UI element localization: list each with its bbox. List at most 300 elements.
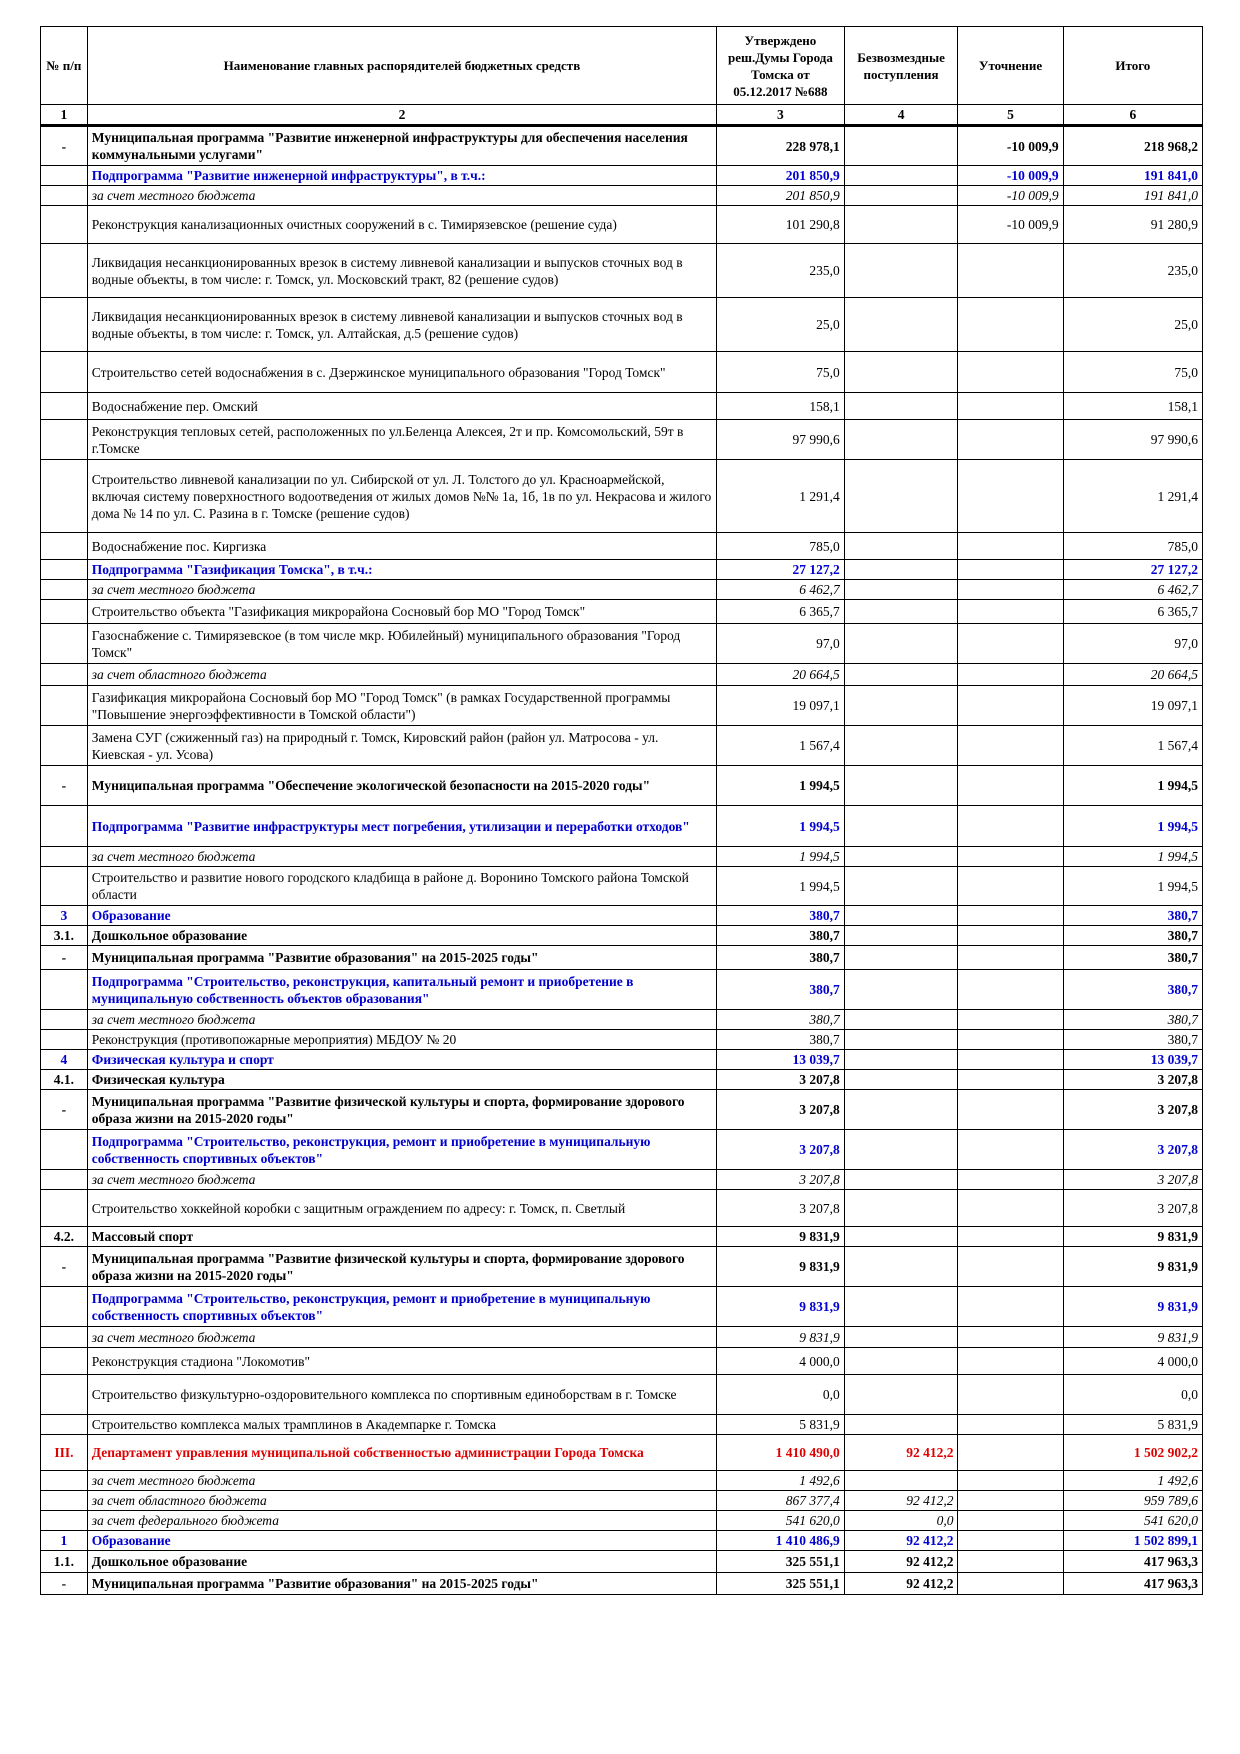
row-refine <box>958 1471 1063 1491</box>
row-refine <box>958 1551 1063 1573</box>
row-name: Реконструкция тепловых сетей, расположенных по ул.Беленца Алексея, 2т и пр. Комсомольский, 59т в г.Томске <box>87 420 716 460</box>
row-total: 417 963,3 <box>1063 1573 1202 1595</box>
row-approved: 380,7 <box>717 1030 845 1050</box>
table-row <box>41 1170 1203 1190</box>
header-name: Наименование главных распорядителей бюджетных средств <box>87 27 716 105</box>
row-total: 785,0 <box>1063 533 1202 560</box>
row-approved: 380,7 <box>717 1010 845 1030</box>
table-row <box>41 1531 1203 1551</box>
row-grants <box>844 1287 958 1327</box>
row-total: 959 789,6 <box>1063 1491 1202 1511</box>
row-approved: 3 207,8 <box>717 1130 845 1170</box>
row-grants <box>844 1327 958 1348</box>
row-refine <box>958 946 1063 970</box>
row-refine <box>958 600 1063 624</box>
column-number: 2 <box>87 105 716 126</box>
row-refine <box>958 1090 1063 1130</box>
row-number <box>41 460 88 533</box>
row-refine <box>958 1030 1063 1050</box>
row-approved: 101 290,8 <box>717 206 845 244</box>
row-grants <box>844 867 958 906</box>
row-refine <box>958 1573 1063 1595</box>
row-grants: 92 412,2 <box>844 1551 958 1573</box>
row-grants <box>844 926 958 946</box>
row-number <box>41 1415 88 1435</box>
row-name: за счет местного бюджета <box>87 1170 716 1190</box>
row-name: Строительство сетей водоснабжения в с. Дзержинское муниципального образования "Город Томск" <box>87 352 716 393</box>
column-number: 5 <box>958 105 1063 126</box>
row-number <box>41 244 88 298</box>
row-grants <box>844 460 958 533</box>
table-row <box>41 1190 1203 1227</box>
row-grants <box>844 533 958 560</box>
row-refine <box>958 1130 1063 1170</box>
column-number: 3 <box>717 105 845 126</box>
row-name: Подпрограмма "Газификация Томска", в т.ч.: <box>87 560 716 580</box>
row-grants <box>844 298 958 352</box>
column-number: 4 <box>844 105 958 126</box>
row-name: Подпрограмма "Строительство, реконструкция, ремонт и приобретение в муниципальную собственность спортивных объектов" <box>87 1130 716 1170</box>
row-grants <box>844 352 958 393</box>
row-approved: 3 207,8 <box>717 1070 845 1090</box>
row-grants <box>844 726 958 766</box>
row-refine <box>958 847 1063 867</box>
row-total: 3 207,8 <box>1063 1190 1202 1227</box>
row-grants <box>844 126 958 166</box>
row-total: 4 000,0 <box>1063 1348 1202 1375</box>
row-refine <box>958 533 1063 560</box>
row-total: 9 831,9 <box>1063 1247 1202 1287</box>
row-approved: 380,7 <box>717 946 845 970</box>
row-name: за счет местного бюджета <box>87 580 716 600</box>
row-name: Муниципальная программа "Обеспечение экологической безопасности на 2015-2020 годы" <box>87 766 716 806</box>
row-approved: 1 994,5 <box>717 847 845 867</box>
budget-table <box>40 26 1203 1595</box>
table-row <box>41 906 1203 926</box>
row-approved: 867 377,4 <box>717 1491 845 1511</box>
row-number <box>41 867 88 906</box>
row-refine <box>958 624 1063 664</box>
row-total: 9 831,9 <box>1063 1227 1202 1247</box>
row-name: Реконструкция канализационных очистных сооружений в с. Тимирязевское (решение суда) <box>87 206 716 244</box>
row-total: 0,0 <box>1063 1375 1202 1415</box>
row-refine <box>958 664 1063 686</box>
row-name: Подпрограмма "Развитие инфраструктуры мест погребения, утилизации и переработки отходов" <box>87 806 716 847</box>
table-row <box>41 420 1203 460</box>
row-approved: 201 850,9 <box>717 186 845 206</box>
table-row <box>41 1511 1203 1531</box>
row-refine <box>958 298 1063 352</box>
row-approved: 9 831,9 <box>717 1287 845 1327</box>
row-name: за счет местного бюджета <box>87 186 716 206</box>
row-number <box>41 1471 88 1491</box>
row-refine <box>958 1070 1063 1090</box>
row-number <box>41 206 88 244</box>
row-grants <box>844 206 958 244</box>
row-total: 1 994,5 <box>1063 766 1202 806</box>
row-number <box>41 1327 88 1348</box>
row-total: 3 207,8 <box>1063 1070 1202 1090</box>
row-name: Реконструкция (противопожарные мероприятия) МБДОУ № 20 <box>87 1030 716 1050</box>
row-approved: 1 994,5 <box>717 867 845 906</box>
row-refine <box>958 766 1063 806</box>
row-number: 1.1. <box>41 1551 88 1573</box>
row-total: 3 207,8 <box>1063 1130 1202 1170</box>
row-approved: 3 207,8 <box>717 1170 845 1190</box>
table-row <box>41 533 1203 560</box>
table-row <box>41 847 1203 867</box>
row-name: Муниципальная программа "Развитие образования" на 2015-2025 годы" <box>87 946 716 970</box>
row-number: 1 <box>41 1531 88 1551</box>
row-refine: -10 009,9 <box>958 166 1063 186</box>
row-refine <box>958 867 1063 906</box>
row-name: за счет федерального бюджета <box>87 1511 716 1531</box>
row-grants <box>844 624 958 664</box>
row-grants: 0,0 <box>844 1511 958 1531</box>
row-name: Строительство комплекса малых трамплинов в Академпарке г. Томска <box>87 1415 716 1435</box>
row-approved: 158,1 <box>717 393 845 420</box>
row-grants <box>844 1375 958 1415</box>
row-name: Подпрограмма "Строительство, реконструкция, капитальный ремонт и приобретение в муниципальную собственность объектов образования" <box>87 970 716 1010</box>
row-refine <box>958 393 1063 420</box>
row-approved: 9 831,9 <box>717 1327 845 1348</box>
row-approved: 4 000,0 <box>717 1348 845 1375</box>
row-number: - <box>41 1247 88 1287</box>
row-total: 1 994,5 <box>1063 867 1202 906</box>
row-number: 4 <box>41 1050 88 1070</box>
table-row <box>41 806 1203 847</box>
row-refine <box>958 1010 1063 1030</box>
row-number <box>41 1030 88 1050</box>
row-number <box>41 664 88 686</box>
column-number: 1 <box>41 105 88 126</box>
row-total: 235,0 <box>1063 244 1202 298</box>
row-grants <box>844 560 958 580</box>
header-approved: Утверждено реш.Думы Города Томска от 05.12.2017 №688 <box>717 27 845 105</box>
row-approved: 19 097,1 <box>717 686 845 726</box>
row-grants <box>844 664 958 686</box>
row-approved: 1 567,4 <box>717 726 845 766</box>
row-name: Дошкольное образование <box>87 926 716 946</box>
row-total: 1 291,4 <box>1063 460 1202 533</box>
row-total: 417 963,3 <box>1063 1551 1202 1573</box>
row-name: Газоснабжение с. Тимирязевское (в том числе мкр. Юбилейный) муниципального образования "Город Томск" <box>87 624 716 664</box>
row-refine <box>958 926 1063 946</box>
row-name: Физическая культура и спорт <box>87 1050 716 1070</box>
row-approved: 228 978,1 <box>717 126 845 166</box>
row-approved: 9 831,9 <box>717 1247 845 1287</box>
row-total: 5 831,9 <box>1063 1415 1202 1435</box>
row-name: Муниципальная программа "Развитие физической культуры и спорта, формирование здорового образа жизни на 2015-2020 годы" <box>87 1090 716 1130</box>
table-row <box>41 686 1203 726</box>
row-name: Строительство физкультурно-оздоровительного комплекса по спортивным единоборствам в г. Томске <box>87 1375 716 1415</box>
row-number <box>41 1348 88 1375</box>
row-approved: 1 994,5 <box>717 806 845 847</box>
row-name: Реконструкция стадиона "Локомотив" <box>87 1348 716 1375</box>
row-refine <box>958 460 1063 533</box>
row-total: 1 502 902,2 <box>1063 1435 1202 1471</box>
row-number: III. <box>41 1435 88 1471</box>
row-name: за счет местного бюджета <box>87 847 716 867</box>
row-total: 27 127,2 <box>1063 560 1202 580</box>
row-grants <box>844 1190 958 1227</box>
row-refine <box>958 1050 1063 1070</box>
table-row <box>41 1050 1203 1070</box>
row-refine <box>958 1247 1063 1287</box>
row-total: 1 994,5 <box>1063 806 1202 847</box>
row-grants <box>844 766 958 806</box>
row-number <box>41 970 88 1010</box>
table-row <box>41 1415 1203 1435</box>
row-total: 25,0 <box>1063 298 1202 352</box>
row-grants <box>844 946 958 970</box>
row-total: 6 365,7 <box>1063 600 1202 624</box>
row-name: Муниципальная программа "Развитие образования" на 2015-2025 годы" <box>87 1573 716 1595</box>
row-name: Образование <box>87 1531 716 1551</box>
row-approved: 13 039,7 <box>717 1050 845 1070</box>
row-grants <box>844 847 958 867</box>
row-number <box>41 1375 88 1415</box>
row-approved: 325 551,1 <box>717 1573 845 1595</box>
table-row <box>41 1090 1203 1130</box>
row-approved: 1 410 486,9 <box>717 1531 845 1551</box>
table-row <box>41 1327 1203 1348</box>
row-number: 4.2. <box>41 1227 88 1247</box>
header-refine: Уточнение <box>958 27 1063 105</box>
row-number: - <box>41 126 88 166</box>
row-grants <box>844 393 958 420</box>
row-refine: -10 009,9 <box>958 206 1063 244</box>
row-approved: 20 664,5 <box>717 664 845 686</box>
table-row <box>41 1471 1203 1491</box>
row-approved: 75,0 <box>717 352 845 393</box>
row-approved: 1 410 490,0 <box>717 1435 845 1471</box>
row-grants: 92 412,2 <box>844 1573 958 1595</box>
table-row <box>41 1573 1203 1595</box>
row-name: за счет областного бюджета <box>87 664 716 686</box>
row-grants: 92 412,2 <box>844 1531 958 1551</box>
row-total: 1 567,4 <box>1063 726 1202 766</box>
row-name: Образование <box>87 906 716 926</box>
row-refine: -10 009,9 <box>958 126 1063 166</box>
row-number <box>41 560 88 580</box>
row-grants <box>844 1170 958 1190</box>
row-grants <box>844 686 958 726</box>
row-total: 97 990,6 <box>1063 420 1202 460</box>
row-grants: 92 412,2 <box>844 1435 958 1471</box>
row-approved: 27 127,2 <box>717 560 845 580</box>
row-name: Муниципальная программа "Развитие физической культуры и спорта, формирование здорового образа жизни на 2015-2020 годы" <box>87 1247 716 1287</box>
row-refine <box>958 352 1063 393</box>
row-approved: 1 994,5 <box>717 766 845 806</box>
row-refine: -10 009,9 <box>958 186 1063 206</box>
row-total: 20 664,5 <box>1063 664 1202 686</box>
row-grants <box>844 1010 958 1030</box>
row-number <box>41 1287 88 1327</box>
row-total: 3 207,8 <box>1063 1090 1202 1130</box>
row-name: Ликвидация несанкционированных врезок в систему ливневой канализации и выпусков сточных вод в водные объекты, в том числе: г. Томск, ул. Алтайская, д.5 (решение судов) <box>87 298 716 352</box>
row-approved: 25,0 <box>717 298 845 352</box>
row-total: 3 207,8 <box>1063 1170 1202 1190</box>
row-grants <box>844 1247 958 1287</box>
row-approved: 9 831,9 <box>717 1227 845 1247</box>
row-approved: 325 551,1 <box>717 1551 845 1573</box>
table-row <box>41 1348 1203 1375</box>
row-grants <box>844 600 958 624</box>
header-num: № п/п <box>41 27 88 105</box>
row-number: - <box>41 946 88 970</box>
row-total: 91 280,9 <box>1063 206 1202 244</box>
table-row <box>41 1435 1203 1471</box>
table-row <box>41 726 1203 766</box>
row-name: Строительство объекта "Газификация микрорайона Сосновый бор МО "Город Томск" <box>87 600 716 624</box>
table-row <box>41 664 1203 686</box>
row-grants <box>844 1348 958 1375</box>
table-row <box>41 1130 1203 1170</box>
row-total: 19 097,1 <box>1063 686 1202 726</box>
row-name: Строительство и развитие нового городского кладбища в районе д. Воронино Томского района Томской области <box>87 867 716 906</box>
row-approved: 380,7 <box>717 970 845 1010</box>
table-row <box>41 166 1203 186</box>
row-name: за счет местного бюджета <box>87 1327 716 1348</box>
row-approved: 235,0 <box>717 244 845 298</box>
table-row <box>41 624 1203 664</box>
row-number: - <box>41 1573 88 1595</box>
row-number <box>41 1010 88 1030</box>
row-name: Замена СУГ (сжиженный газ) на природный г. Томск, Кировский район (район ул. Матросова - ул. Киевская - ул. Усова) <box>87 726 716 766</box>
row-refine <box>958 580 1063 600</box>
row-number <box>41 1491 88 1511</box>
row-refine <box>958 1415 1063 1435</box>
row-total: 191 841,0 <box>1063 166 1202 186</box>
row-approved: 1 291,4 <box>717 460 845 533</box>
row-number <box>41 186 88 206</box>
row-name: за счет местного бюджета <box>87 1010 716 1030</box>
row-name: Физическая культура <box>87 1070 716 1090</box>
row-refine <box>958 1190 1063 1227</box>
table-row <box>41 298 1203 352</box>
row-name: Муниципальная программа "Развитие инженерной инфраструктуры для обеспечения населения коммунальными услугами" <box>87 126 716 166</box>
row-refine <box>958 726 1063 766</box>
row-total: 75,0 <box>1063 352 1202 393</box>
table-row <box>41 946 1203 970</box>
row-grants <box>844 806 958 847</box>
row-total: 218 968,2 <box>1063 126 1202 166</box>
row-number <box>41 847 88 867</box>
table-row <box>41 244 1203 298</box>
row-total: 1 994,5 <box>1063 847 1202 867</box>
table-row <box>41 352 1203 393</box>
row-approved: 97 990,6 <box>717 420 845 460</box>
table-row <box>41 1551 1203 1573</box>
row-refine <box>958 1491 1063 1511</box>
table-row <box>41 206 1203 244</box>
row-refine <box>958 1170 1063 1190</box>
row-grants <box>844 580 958 600</box>
row-refine <box>958 244 1063 298</box>
table-row <box>41 1227 1203 1247</box>
row-approved: 5 831,9 <box>717 1415 845 1435</box>
row-number <box>41 352 88 393</box>
row-total: 380,7 <box>1063 1010 1202 1030</box>
row-grants <box>844 906 958 926</box>
row-total: 9 831,9 <box>1063 1287 1202 1327</box>
row-refine <box>958 420 1063 460</box>
table-row <box>41 1070 1203 1090</box>
row-approved: 1 492,6 <box>717 1471 845 1491</box>
row-grants <box>844 1050 958 1070</box>
row-name: за счет областного бюджета <box>87 1491 716 1511</box>
row-number <box>41 298 88 352</box>
row-approved: 201 850,9 <box>717 166 845 186</box>
row-total: 1 502 899,1 <box>1063 1531 1202 1551</box>
row-name: Строительство хоккейной коробки с защитным ограждением по адресу: г. Томск, п. Светлый <box>87 1190 716 1227</box>
column-number: 6 <box>1063 105 1202 126</box>
row-grants <box>844 244 958 298</box>
column-numbers-row <box>41 105 1203 126</box>
row-name: Строительство ливневой канализации по ул. Сибирской от ул. Л. Толстого до ул. Красноармейской, включая систему поверхностного водоотведения от жилых домов №№ 1а, 1б, 1в по ул. Некрасова и жилого дома № 14 по ул. С. Разина в г. Томске (решение судов) <box>87 460 716 533</box>
table-row <box>41 970 1203 1010</box>
row-grants <box>844 1415 958 1435</box>
row-total: 541 620,0 <box>1063 1511 1202 1531</box>
row-approved: 380,7 <box>717 906 845 926</box>
row-approved: 785,0 <box>717 533 845 560</box>
table-row <box>41 1375 1203 1415</box>
row-number <box>41 686 88 726</box>
row-total: 380,7 <box>1063 926 1202 946</box>
row-name: Подпрограмма "Строительство, реконструкция, ремонт и приобретение в муниципальную собственность спортивных объектов" <box>87 1287 716 1327</box>
row-refine <box>958 970 1063 1010</box>
table-body <box>41 126 1203 1595</box>
row-number <box>41 533 88 560</box>
header-grants: Безвозмездные поступления <box>844 27 958 105</box>
table-row <box>41 1491 1203 1511</box>
row-number <box>41 624 88 664</box>
row-total: 380,7 <box>1063 1030 1202 1050</box>
row-name: Массовый спорт <box>87 1227 716 1247</box>
row-total: 1 492,6 <box>1063 1471 1202 1491</box>
row-total: 6 462,7 <box>1063 580 1202 600</box>
row-name: Водоснабжение пер. Омский <box>87 393 716 420</box>
row-number <box>41 726 88 766</box>
row-approved: 380,7 <box>717 926 845 946</box>
row-name: Дошкольное образование <box>87 1551 716 1573</box>
table-row <box>41 1247 1203 1287</box>
row-name: Газификация микрорайона Сосновый бор МО "Город Томск" (в рамках Государственной программы "Повышение энергоэффективности в Томской области") <box>87 686 716 726</box>
row-total: 97,0 <box>1063 624 1202 664</box>
row-total: 158,1 <box>1063 393 1202 420</box>
row-refine <box>958 560 1063 580</box>
row-refine <box>958 686 1063 726</box>
table-row <box>41 393 1203 420</box>
row-total: 380,7 <box>1063 946 1202 970</box>
header-total: Итого <box>1063 27 1202 105</box>
table-header <box>41 27 1203 105</box>
row-number <box>41 806 88 847</box>
row-number <box>41 1130 88 1170</box>
row-grants <box>844 420 958 460</box>
table-row <box>41 766 1203 806</box>
row-number: - <box>41 1090 88 1130</box>
table-row <box>41 1030 1203 1050</box>
row-approved: 3 207,8 <box>717 1190 845 1227</box>
row-grants <box>844 1130 958 1170</box>
row-number: 3 <box>41 906 88 926</box>
row-name: Департамент управления муниципальной собственностью администрации Города Томска <box>87 1435 716 1471</box>
row-number <box>41 1170 88 1190</box>
row-number: - <box>41 766 88 806</box>
row-grants <box>844 1471 958 1491</box>
